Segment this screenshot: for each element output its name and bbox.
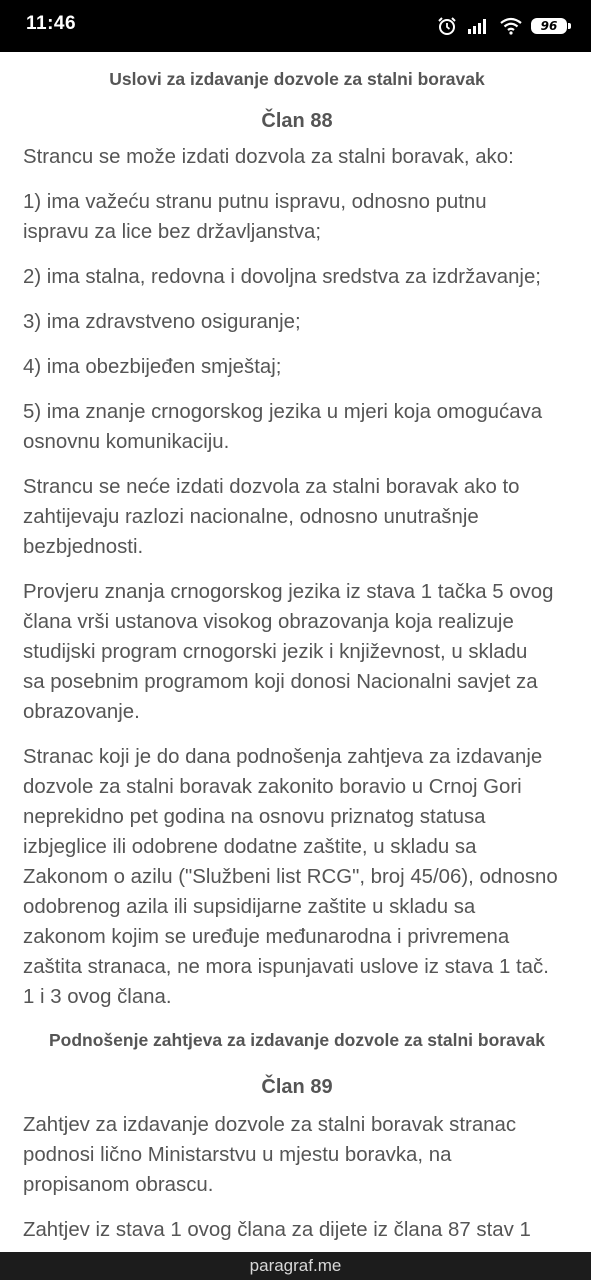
site-name: paragraf.me [249, 1256, 342, 1275]
site-footer [0, 1252, 591, 1280]
paragraph: Strancu se neće izdati dozvola za stalni boravak ako to zahtijevaju razlozi nacionalne, odnosno unutrašnje bezbjednosti. [23, 476, 520, 558]
paragraph: 5) ima znanje crnogorskog jezika u mjeri koja omogućava osnovnu komunikaciju. [23, 401, 543, 453]
paragraph: Strancu se može izdati dozvola za stalni boravak, ako: [23, 146, 514, 168]
paragraph: 2) ima stalna, redovna i dovoljna sredstva za izdržavanje; [23, 266, 541, 288]
battery-icon [531, 18, 567, 34]
paragraph: 1) ima važeću stranu putnu ispravu, odnosno putnu ispravu za lice bez državljanstva; [23, 191, 487, 243]
paragraph: Zahtjev za izdavanje dozvole za stalni boravak stranac podnosi lično Ministarstvu u mjestu boravka, na propisanom obrascu. [23, 1114, 517, 1196]
section-heading-podnosenje: Podnošenje zahtjeva za izdavanje dozvole za stalni boravak [49, 1030, 545, 1050]
status-bar [0, 0, 591, 52]
paragraph: Zahtjev iz stava 1 ovog člana za dijete iz člana 87 stav 1 [23, 1219, 531, 1241]
paragraph: 3) ima zdravstveno osiguranje; [23, 311, 301, 333]
section-heading-uslovi: Uslovi za izdavanje dozvole za stalni boravak [109, 69, 485, 89]
paragraph: Provjeru znanja crnogorskog jezika iz stava 1 tačka 5 ovog člana vrši ustanova visokog obrazovanja koja realizuje studijski program crnogorski jezik i književnost, u skladu sa posebnim programom koji donosi Nacionalni savjet za obrazovanje. [23, 581, 554, 723]
document-content[interactable] [23, 52, 571, 1252]
article-title-88: Član 88 [261, 110, 333, 132]
status-icons [437, 14, 567, 38]
paragraph: Stranac koji je do dana podnošenja zahtjeva za izdavanje dozvole za stalni boravak zakonito boravio u Crnoj Gori neprekidno pet godina na osnovu priznatog statusa izbjeglice ili odobrene dodatne zaštite, u skladu sa Zakonom o azilu ("Službeni list RCG", broj 45/06), odnosno odobrenog azila ili supsidijarne zaštite u skladu sa zakonom kojim se uređuje međunarodna i privremena zaštita stranaca, ne mora ispunjavati uslove iz stava 1 tač. 1 i 3 ovog člana. [23, 746, 558, 1008]
battery-level: 96 [540, 19, 558, 33]
alarm-icon [437, 16, 457, 36]
status-time: 11:46 [26, 13, 77, 34]
wifi-icon [499, 17, 523, 35]
signal-icon [467, 18, 489, 34]
paragraph: 4) ima obezbijeđen smještaj; [23, 356, 282, 378]
article-title-89: Član 89 [261, 1076, 333, 1098]
